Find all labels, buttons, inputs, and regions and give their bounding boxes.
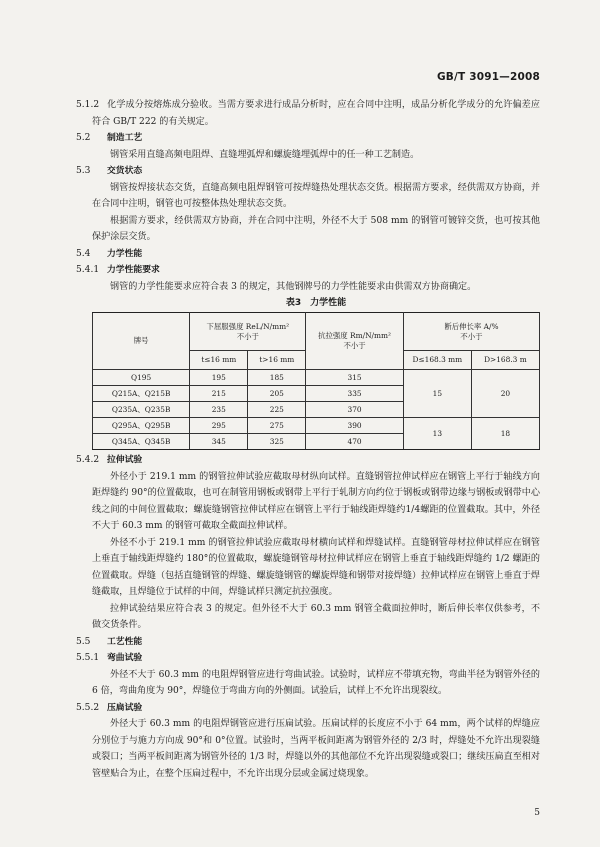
header-d1: D≤168.3 mm [403,351,471,370]
cell-yield-thin: 345 [190,434,248,450]
table-row [93,370,540,386]
paragraph: 钢管采用直缝高频电阻焊、直缝埋弧焊和螺旋缝埋弧焊中的任一种工艺制造。 [110,149,420,160]
section-number: 5.4.2 [76,455,100,465]
paragraph: 外径小于 219.1 mm 的钢管拉伸试验应截取母材纵向试样。直缝钢管拉伸试样应在钢管上平行于轴线方向距焊缝约 90°的位置截取，也可在制管用钢板或钢带上平行于轧制方向约位于钢板或钢带边缘与钢板或钢带中心线之间的中间位置截取；螺旋缝钢管拉伸试样应在钢管上平行于轴线距焊缝约1/4螺距的位置截取。其中，外径不大于 60.3 mm 的钢管可截取全截面拉伸试样。 [92,471,540,531]
standard-number: GB/T 3091—2008 [436,71,540,83]
cell-yield-thin: 235 [190,402,248,418]
paragraph: 钢管的力学性能要求应符合表 3 的规定，其他钢牌号的力学性能要求由供需双方协商确定。 [110,281,477,292]
paragraph: 钢管按焊接状态交货，直缝高频电阻焊钢管可按焊缝热处理状态交货。根据需方要求，经供需双方协商，并在合同中注明，钢管也可按整体热处理状态交货。 [92,182,540,209]
section-number: 5.5.1 [76,653,100,663]
header-tensile [306,313,403,370]
header-text: 下屈服强度 ReL/N/mm² [206,321,290,331]
section-title: 拉伸试验 [107,455,143,465]
cell-yield-thick: 325 [248,434,306,450]
mechanical-properties-table [92,312,540,450]
cell-grade: Q345A、Q345B [93,434,190,450]
header-grade [93,313,190,370]
header-min: 不小于 [236,331,259,341]
cell-tensile: 390 [306,418,403,434]
section-5-4-1-heading [76,262,540,279]
section-number: 5.4 [76,248,91,259]
paragraph: 外径不小于 219.1 mm 的钢管拉伸试验应截取母材横向试样和焊缝试样。直缝钢管母材拉伸试样应在钢管上垂直于轴线距焊缝约 180°的位置截取，螺旋缝钢管母材拉伸试样应在钢管上垂直于轴线距焊缝约 1/2 螺距的位置截取。焊缝（包括直缝钢管的焊缝、螺旋缝钢管的螺旋焊缝和钢带对接焊缝）拉伸试样应在钢管上垂直于焊缝截取，且焊缝位于试样的中间，焊缝试样只测定抗拉强度。 [92,537,540,597]
section-5-4-2-heading [76,452,540,469]
header-text: 抗拉强度 Rm/N/mm² [318,331,392,340]
section-number: 5.3 [76,166,91,176]
paragraph: 外径不大于 60.3 mm 的电阻焊钢管应进行弯曲试验。试验时，试样应不带填充物，弯曲半径为钢管外径的 6 倍，弯曲角度为 90°，焊缝位于弯曲方向的外侧面。试验后，试样上不允许出现裂纹。 [92,669,540,696]
cell-elong-large: 18 [471,418,539,450]
section-number: 5.4.1 [76,265,100,275]
header-min: 不小于 [343,341,366,350]
section-title: 力学性能要求 [107,265,160,275]
clause-number: 5.1.2 [76,100,100,110]
section-title: 弯曲试验 [107,653,143,663]
cell-yield-thick: 225 [248,402,306,418]
cell-tensile: 335 [306,386,403,402]
section-5-5-heading [76,634,540,651]
section-title: 力学性能 [107,248,143,259]
section-5-4-heading [76,246,540,263]
section-title: 压扁试验 [107,702,143,713]
section-5-5-1-heading [76,650,540,667]
cell-yield-thick: 205 [248,386,306,402]
page-body [76,97,540,782]
cell-grade: Q235A、Q235B [93,402,190,418]
clause-text: 化学成分按熔炼成分验收。当需方要求进行成品分析时，应在合同中注明，成品分析化学成分的允许偏差应符合 GB/T 222 的有关规定。 [92,100,540,127]
section-5-5-2-heading [76,700,540,717]
cell-yield-thin: 195 [190,370,248,386]
header-min: 不小于 [460,331,483,341]
header-text: 断后伸长率 A/% [444,321,499,331]
cell-yield-thin: 215 [190,386,248,402]
cell-grade: Q295A、Q295B [93,418,190,434]
header-t2: t>16 mm [248,351,306,370]
section-number: 5.5 [76,636,91,647]
section-number: 5.2 [76,133,91,143]
paragraph: 外径大于 60.3 mm 的电阻焊钢管应进行压扁试验。压扁试样的长度应不小于 64 mm，两个试样的焊缝应分别位于与施力方向成 90°和 0°位置。试验时，当两平板间距离为钢管外径的 2/3 时，焊缝处不允许出现裂缝或裂口；当两平板间距离为钢管外径的 1/3 时，焊缝以外的其他部位不允许出现裂缝或裂口；继续压扁直至相对管壁贴合为止，在整个压扁过程中，不允许出现分层或金属过烧现象。 [92,719,540,779]
cell-elong-small: 15 [403,370,471,418]
cell-yield-thin: 295 [190,418,248,434]
section-number: 5.5.2 [76,702,100,713]
header-d2: D>168.3 m [471,351,539,370]
section-5-3-heading [76,163,540,180]
header-yield [190,313,306,351]
cell-yield-thick: 275 [248,418,306,434]
cell-elong-large: 20 [471,370,539,418]
cell-tensile: 370 [306,402,403,418]
paragraph: 根据需方要求，经供需双方协商，并在合同中注明，外径不大于 508 mm 的钢管可镀锌交货，也可按其他保护涂层交货。 [92,215,540,242]
cell-yield-thick: 185 [248,370,306,386]
table-row [93,418,540,434]
header-t1: t≤16 mm [190,351,248,370]
clause-5-1-2 [76,97,540,130]
section-title: 交货状态 [107,166,143,176]
section-title: 制造工艺 [107,133,143,143]
table-caption: 表3 力学性能 [285,298,347,308]
cell-tensile: 470 [306,434,403,450]
section-title: 工艺性能 [107,636,143,647]
cell-grade: Q215A、Q215B [93,386,190,402]
cell-tensile: 315 [306,370,403,386]
cell-elong-small: 13 [403,418,471,450]
page-number: 5 [534,808,540,818]
cell-grade: Q195 [93,370,190,386]
paragraph: 拉伸试验结果应符合表 3 的规定。但外径不大于 60.3 mm 钢管全截面拉伸时，断后伸长率仅供参考，不做交货条件。 [92,603,540,630]
section-5-2-heading [76,130,540,147]
header-elongation [403,313,539,351]
header-text: 牌号 [133,336,149,345]
